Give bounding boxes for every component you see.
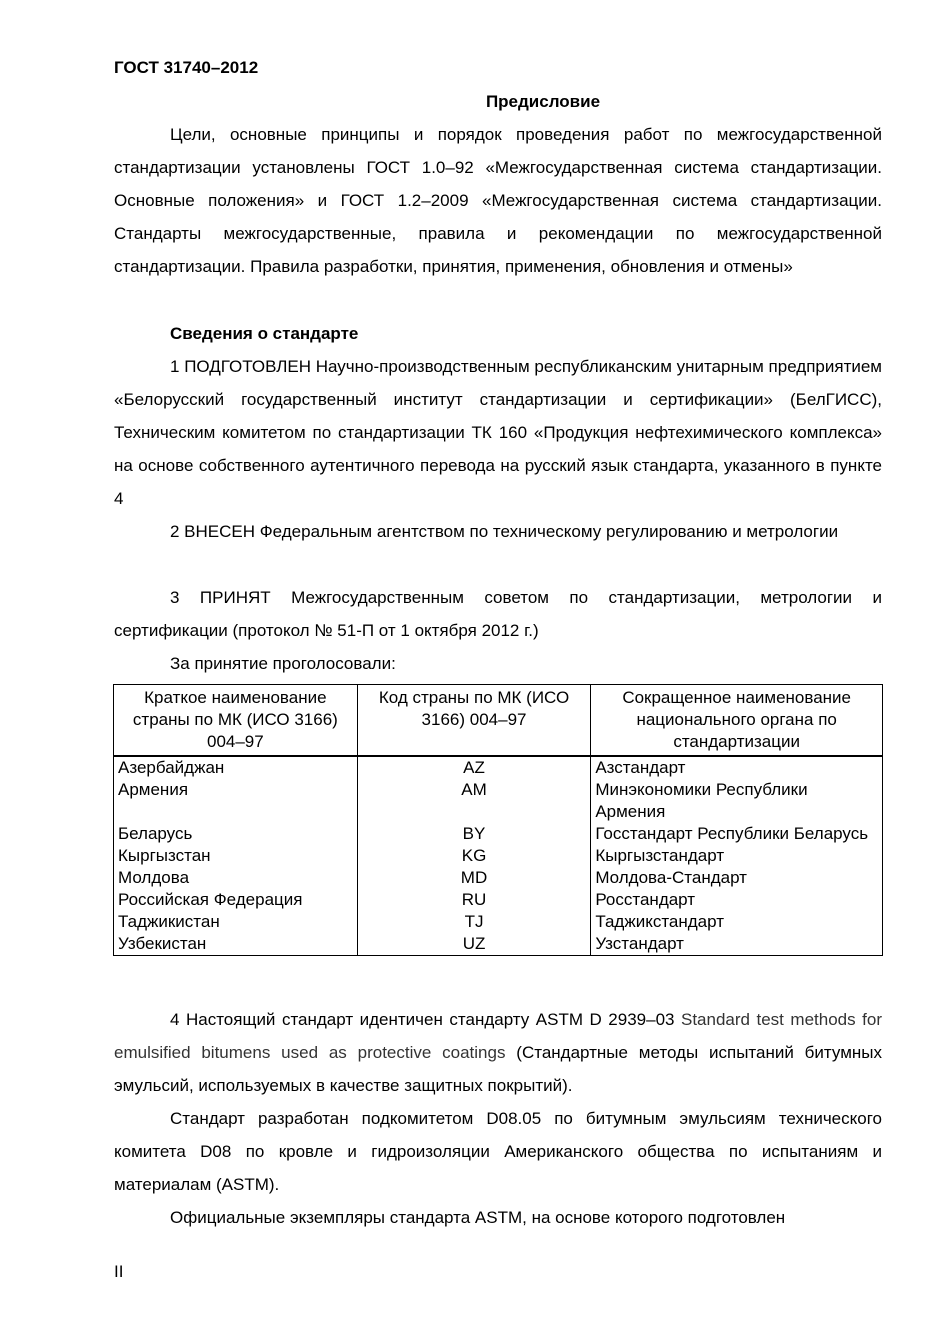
info-section-title: Сведения о стандарте xyxy=(170,324,359,343)
developer-paragraph: Стандарт разработан подкомитетом D08.05 по битумным эмульсиям технического комитета D08 по кровле и гидроизоляции Американского общества по испытаниям и материалам (ASTM). xyxy=(114,1109,882,1194)
preface-paragraph: Цели, основные принципы и порядок проведения работ по межгосударственной стандартизации установлены ГОСТ 1.0–92 «Межгосударственная система стандартизации. Основные положения» и ГОСТ 1.2–2009 «Межгосударственная система стандартизации. Стандарты межгосударственные, правила и рекомендации по межгосударственной стандартизации. Правила разработки, принятия, применения, обновления и отмены» xyxy=(114,125,882,276)
country-code: MD xyxy=(357,867,591,889)
info-item-2: 2 ВНЕСЕН Федеральным агентством по техническому регулированию и метрологии xyxy=(170,522,839,541)
info-item-1: 1 ПОДГОТОВЛЕН Научно-производственным республиканским унитарным предприятием «Белорусский государственный институт стандартизации и сертификации» (БелГИСС), Техническим комитетом по стандартизации ТК 160 «Продукция нефтехимического комплекса» на основе собственного аутентичного перевода на русский язык стандарта, указанного в пункте 4 xyxy=(114,357,882,508)
table-row xyxy=(114,911,883,933)
preface-title: Предисловие xyxy=(485,92,601,111)
standards-body: Молдова-Стандарт xyxy=(591,867,883,889)
country-name: Кыргызстан xyxy=(114,845,358,867)
table-row xyxy=(114,867,883,889)
column-header-country: Краткое наименование страны по МК (ИСО 3166) 004–97 xyxy=(114,685,358,757)
standards-body: Азстандарт xyxy=(591,756,883,779)
document-id: ГОСТ 31740–2012 xyxy=(114,58,259,77)
table-header-row xyxy=(114,685,883,757)
voted-label: За принятие проголосовали: xyxy=(170,654,396,673)
country-code: BY xyxy=(357,823,591,845)
standards-body: Минэкономики Республики Армения xyxy=(591,779,883,823)
item-4-lead: 4 Настоящий стандарт идентичен стандарту ASTM D 2939–03 xyxy=(170,1010,675,1029)
country-name: Таджикистан xyxy=(114,911,358,933)
page-number: II xyxy=(114,1262,124,1281)
country-code: RU xyxy=(357,889,591,911)
country-name: Армения xyxy=(114,779,358,823)
standards-body: Росстандарт xyxy=(591,889,883,911)
standards-body: Узстандарт xyxy=(591,933,883,956)
country-name: Азербайджан xyxy=(114,756,358,779)
country-name: Российская Федерация xyxy=(114,889,358,911)
country-code: AZ xyxy=(357,756,591,779)
country-code: AM xyxy=(357,779,591,823)
standards-body: Госстандарт Республики Беларусь xyxy=(591,823,883,845)
country-name: Беларусь xyxy=(114,823,358,845)
voting-table xyxy=(113,684,883,956)
standards-body: Кыргызстандарт xyxy=(591,845,883,867)
country-code: KG xyxy=(357,845,591,867)
country-name: Молдова xyxy=(114,867,358,889)
info-item-3: 3 ПРИНЯТ Межгосударственным советом по стандартизации, метрологии и сертификации (протокол № 51-П от 1 октября 2012 г.) xyxy=(114,588,882,640)
column-header-code: Код страны по МК (ИСО 3166) 004–97 xyxy=(357,685,591,757)
table-row xyxy=(114,933,883,956)
table-row xyxy=(114,779,883,823)
item-4-translation: (Стандартные методы испытаний битумных эмульсий, используемых в качестве защитных покрытий). xyxy=(114,1043,882,1095)
standards-body: Таджикстандарт xyxy=(591,911,883,933)
country-name: Узбекистан xyxy=(114,933,358,956)
country-code: TJ xyxy=(357,911,591,933)
astm-english-title: Standard test methods for emulsified bitumens used as protective coatings xyxy=(114,1010,882,1062)
official-copies-paragraph: Официальные экземпляры стандарта ASTM, на основе которого подготовлен xyxy=(170,1208,786,1227)
table-row xyxy=(114,756,883,779)
table-row xyxy=(114,889,883,911)
table-row xyxy=(114,823,883,845)
country-code: UZ xyxy=(357,933,591,956)
item-4-paragraph xyxy=(114,1003,882,1102)
table-row xyxy=(114,845,883,867)
column-header-body: Сокращенное наименование национального органа по стандартизации xyxy=(591,685,883,757)
